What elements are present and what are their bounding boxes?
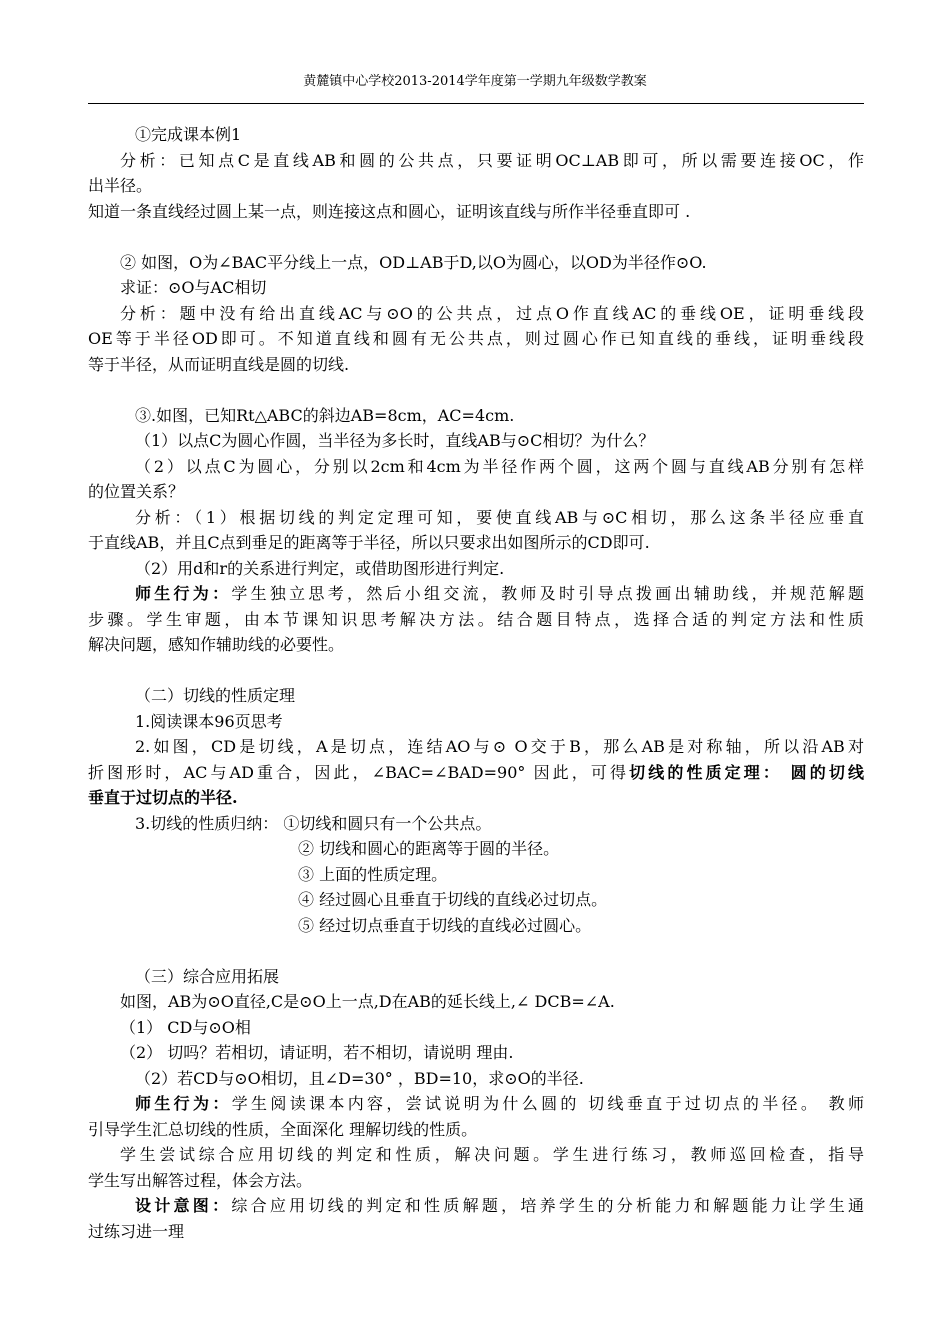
line-text: （三）综合应用拓展 — [135, 966, 280, 986]
text-line — [88, 1040, 864, 1066]
text-line — [88, 1117, 864, 1143]
line-text: ② 如图，O为∠BAC平分线上一点，OD⊥AB于D,以O为圆心，以OD为半径作⊙O. — [120, 252, 707, 272]
line-text: 知道一条直线经过圆上某一点，则连接这点和圆心，证明该直线与所作半径垂直即可 . — [88, 201, 691, 221]
document-body — [88, 122, 864, 1244]
text-line — [88, 1193, 864, 1219]
paragraph-gap — [88, 658, 864, 684]
line-text: 学生写出解答过程，体会方法。 — [88, 1170, 313, 1190]
text-line — [88, 607, 864, 633]
line-text: ①完成课本例1 — [135, 125, 242, 144]
line-text: ② 切线和圆心的距离等于圆的半径。 — [298, 839, 560, 858]
text-line — [88, 760, 864, 786]
line-text: （二）切线的性质定理 — [135, 686, 296, 705]
line-text: ③ 上面的性质定理。 — [298, 864, 448, 884]
text-line — [88, 250, 864, 276]
line-text: 学生独立思考，然后小组交流，教师及时引导点拨画出辅助线，并规范解题 — [231, 584, 864, 603]
text-line — [88, 352, 864, 378]
line-text: 出半径。 — [88, 176, 153, 195]
line-text: 分析：已知点C是直线AB和圆的公共点，只要证明OC⊥AB即可，所以需要连接OC，作 — [120, 150, 864, 170]
text-line — [88, 785, 864, 811]
line-text: ③.如图，已知Rt△ABC的斜边AB=8cm，AC=4cm. — [135, 405, 515, 425]
text-line — [88, 530, 864, 556]
page-header: 黄麓镇中心学校2013-2014学年度第一学期九年级数学教案 — [303, 74, 647, 89]
text-line — [88, 479, 864, 505]
line-text: （2）以点C为圆心，分别以2cm和4cm为半径作两个圆，这两个圆与直线AB分别有怎样 — [135, 456, 864, 476]
text-line — [88, 301, 864, 327]
line-text: OE等于半径OD即可。不知道直线和圆有无公共点，则过圆心作已知直线的垂线，证明垂线段 — [88, 329, 864, 348]
text-line — [88, 811, 864, 837]
line-text: （2）用d和r的关系进行判定，或借助图形进行判定. — [135, 558, 505, 578]
line-text: 分析：题中没有给出直线AC与⊙O的公共点，过点O作直线AC的垂线OE，证明垂线段 — [120, 303, 864, 323]
text-line — [88, 1168, 864, 1194]
text-line — [88, 913, 864, 939]
line-text: （2） 切吗？若相切，请证明，若不相切，请说明 理由. — [120, 1043, 514, 1062]
line-text: （2）若CD与⊙O相切，且∠D=30° ，BD=10，求⊙O的半径. — [135, 1068, 584, 1088]
paragraph-gap — [88, 938, 864, 964]
line-text: （1）以点C为圆心作圆，当半径为多长时，直线AB与⊙C相切？为什么？ — [135, 431, 655, 450]
text-line — [88, 709, 864, 735]
text-line — [88, 173, 864, 199]
text-line — [88, 1219, 864, 1245]
text-line — [88, 326, 864, 352]
text-line — [88, 836, 864, 862]
line-text: 过练习进一理 — [88, 1221, 185, 1241]
line-text: 的位置关系？ — [88, 482, 185, 501]
line-text: （1） CD与⊙O相 — [120, 1017, 251, 1037]
paragraph-gap — [88, 224, 864, 250]
text-line — [88, 1091, 864, 1117]
text-line — [88, 122, 864, 148]
line-text: 折图形时，AC与AD重合，因此，∠BAC=∠BAD=90° 因此，可得 — [88, 762, 630, 782]
line-text: 学生阅读课本内容，尝试说明为什么圆的 切线垂直于过切点的半径。 教师 — [231, 1094, 864, 1113]
line-text: 1.阅读课本96页思考 — [135, 711, 283, 731]
text-line — [88, 887, 864, 913]
text-line — [88, 862, 864, 888]
text-line — [88, 989, 864, 1015]
line-text: 综合应用切线的判定和性质解题，培养学生的分析能力和解题能力让学生通 — [231, 1196, 864, 1215]
line-text: 2.如图，CD是切线，A是切点，连结AO与⊙ O交于B，那么AB是对称轴，所以沿AB对 — [135, 737, 864, 756]
line-text: ④ 经过圆心且垂直于切线的直线必过切点。 — [298, 890, 608, 909]
line-text: ⑤ 经过切点垂直于切线的直线必过圆心。 — [298, 915, 592, 935]
text-line — [88, 581, 864, 607]
bold-label: 师生行为： — [135, 584, 232, 603]
line-text: 求证：⊙O与AC相切 — [120, 278, 267, 297]
text-line — [88, 683, 864, 709]
bold-label: 垂直于过切点的半径. — [88, 788, 238, 807]
text-line — [88, 734, 864, 760]
line-text: 等于半径，从而证明直线是圆的切线. — [88, 354, 350, 374]
line-text: 分析：（1）根据切线的判定定理可知，要使直线AB与⊙C相切，那么这条半径应垂直 — [135, 507, 864, 527]
line-text: 步骤。学生审题，由本节课知识思考解决方法。结合题目特点，选择合适的判定方法和性质 — [88, 609, 864, 629]
text-line — [88, 1066, 864, 1092]
bold-label: 设计意图： — [135, 1196, 232, 1215]
text-line — [88, 275, 864, 301]
text-line — [88, 632, 864, 658]
text-line — [88, 454, 864, 480]
bold-theorem: 切线的性质定理： 圆的切线 — [629, 762, 864, 782]
header-divider — [88, 103, 864, 104]
line-text: 学生尝试综合应用切线的判定和性质，解决问题。学生进行练习，教师巡回检查，指导 — [120, 1145, 864, 1164]
bold-label: 师生行为： — [135, 1094, 232, 1113]
line-text: 如图，AB为⊙O直径,C是⊙O上一点,D在AB的延长线上,∠ DCB=∠A. — [120, 992, 615, 1011]
line-text: 引导学生汇总切线的性质，全面深化 理解切线的性质。 — [88, 1119, 478, 1139]
line-text: 于直线AB，并且C点到垂足的距离等于半径，所以只要求出如图所示的CD即可. — [88, 533, 650, 552]
paragraph-gap — [88, 377, 864, 403]
line-text: 3.切线的性质归纳： ①切线和圆只有一个公共点。 — [135, 813, 492, 833]
text-line — [88, 403, 864, 429]
text-line — [88, 505, 864, 531]
text-line — [88, 148, 864, 174]
text-line — [88, 1142, 864, 1168]
text-line — [88, 1015, 864, 1041]
line-text: 解决问题，感知作辅助线的必要性。 — [88, 635, 345, 654]
text-line — [88, 199, 864, 225]
text-line — [88, 964, 864, 990]
text-line — [88, 428, 864, 454]
text-line — [88, 556, 864, 582]
